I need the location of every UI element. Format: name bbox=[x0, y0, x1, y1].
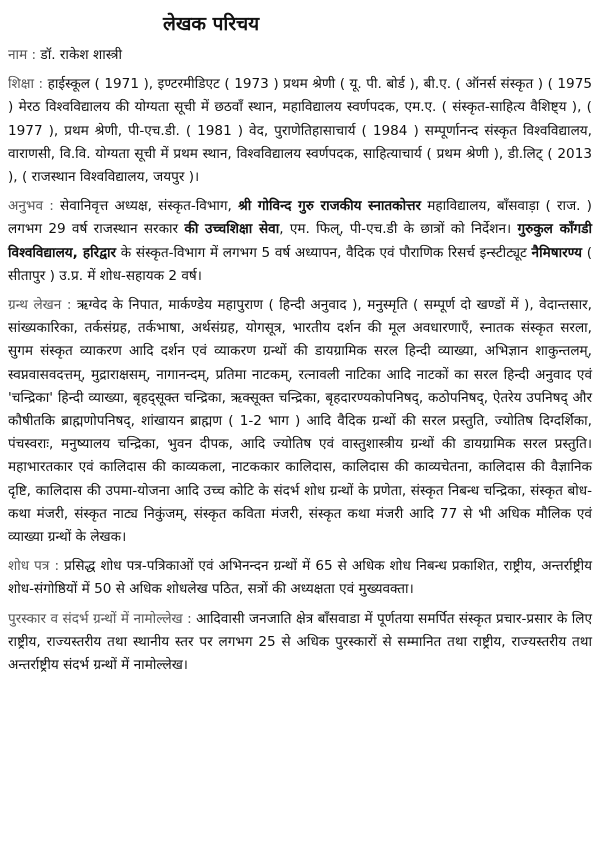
works-text: ऋग्वेद के निपात, मार्कण्डेय महापुराण ( हिन्दी अनुवाद ), मनुस्मृति ( सम्पूर्ण दो खण्डों में ), वेदान्तसार, सांख्यकारिका, तर्कसंग्रह, तर्कभाषा, अर्थसंग्रह, योगसूत्र, भारतीय दर्शन की मूल अवधारणाएँ, स्नातक संस्कृत सरला, सुगम संस्कृत व्याकरण आदि दर्शन एवं व्याकरण ग्रन्थों की डायग्रामिक सरल हिन्दी व्याख्या, अभिज्ञान शाकुन्तलम्, स्वप्नवासवदत्तम्, मुद्राराक्षसम्, नागानन्दम्, प्रतिमा नाटकम्, रत्नावली नाटिका आदि नाटकों का सरल हिन्दी अनुवाद एवं 'चन्द्रिका' हिन्दी व्याख्या, बृहद्‌सूक्त चन्द्रिका, ऋक्सूक्त चन्द्रिका, बृहदारण्यकोपनिषद्, कठोपनिषद्, ऐतरेय उपनिषद् और कौषीतकि ब्राह्मणोपनिषद्, शांखायन ब्राह्मण ( 1-2 भाग ) आदि वैदिक ग्रन्थों की सरल प्रस्तुति, ज्योतिष दिग्दर्शिका, पंचस्वराः, मनुष्यालय चन्द्रिका, भुवन दीपक, आदि ज्योतिष एवं वास्तुशास्त्रीय ग्रन्थों की डायग्रामिक सरल प्रस्तुति। महाभारतकार एवं कालिदास की काव्यकला, नाटककार कालिदास, कालिदास की काव्यचेतना, कालिदास की वैज्ञानिक दृष्टि, कालिदास की उपमा-योजना आदि उच्च कोटि के संदर्भ शोध ग्रन्थों के प्रणेता, संस्कृत निबन्ध चन्द्रिका, संस्कृत बोध-कथा मंजरी, संस्कृत नाट्य निकुंजम्, संस्कृत कविता मंजरी, संस्कृत कथा मंजरी आदि 77 से भी अधिक मौलिक एवं व्याख्या ग्रन्थों के लेखक। bbox=[8, 297, 592, 546]
experience-bold-2: की उच्चशिक्षा सेवा bbox=[184, 221, 280, 238]
works-section bbox=[8, 294, 592, 549]
experience-bold-3: गुरुकुल काँगडी विश्वविद्यालय, हरिद्वार bbox=[8, 221, 592, 261]
research-section bbox=[8, 555, 592, 601]
experience-bold-1: श्री गोविन्द गुरु राजकीय स्नातकोत्तर bbox=[238, 198, 422, 215]
research-text: प्रसिद्ध शोध पत्र-पत्रिकाओं एवं अभिनन्दन ग्रन्थों में 65 से अधिक शोध निबन्ध प्रकाशित, राष्ट्रीय, अन्तर्राष्ट्रीय शोध-संगोष्ठियों में 50 से अधिक शोधलेख पठित, सत्रों की अध्यक्षता एवं मुख्यवक्ता। bbox=[8, 558, 592, 598]
education-text: हाईस्कूल ( 1971 ), इण्टरमीडिएट ( 1973 ) प्रथम श्रेणी ( यू. पी. बोर्ड ), बी.ए. ( ऑनर्स संस्कृत ) ( 1975 ) मेरठ विश्वविद्यालय की योग्यता सूची में छठवाँ स्थान, महाविद्यालय स्वर्णपदक, एम.ए. ( संस्कृत-साहित्य वैशिष्ट्य ), ( 1977 ), प्रथम श्रेणी, पी-एच.डी. ( 1981 ) वेद, पुराणेतिहासाचार्य ( 1984 ) सम्पूर्णानन्द संस्कृत विश्वविद्यालय, वाराणसी, वि.वि. योग्यता सूची में प्रथम स्थान, विश्वविद्यालय स्वर्णपदक, साहित्याचार्य ( प्रथम श्रेणी ), डी.लिट् ( 2013 ), ( राजस्थान विश्वविद्यालय, जयपुर )। bbox=[8, 76, 592, 186]
research-label: शोध पत्र : bbox=[8, 558, 60, 575]
name-label: नाम : bbox=[8, 47, 37, 63]
page-title: लेखक परिचय bbox=[163, 13, 260, 35]
experience-text-3: , एम. फिल्, पी-एच.डी के छात्रों को निर्देशन। bbox=[279, 221, 518, 238]
awards-section bbox=[8, 608, 592, 678]
awards-label: पुरस्कार व संदर्भ ग्रन्थों में नामोल्लेख : bbox=[8, 610, 192, 627]
name-value: डॉ. राकेश शास्त्री bbox=[36, 47, 123, 63]
experience-section bbox=[8, 195, 592, 288]
education-section bbox=[8, 73, 592, 189]
experience-text-2: महाविद्यालय, बाँसवाड़ा ( राज. ) लगभग 29 वर्ष राजस्थान सरकार bbox=[8, 198, 592, 238]
awards-text: आदिवासी जनजाति क्षेत्र बाँसवाडा में पूर्णतया समर्पित संस्कृत प्रचार-प्रसार के लिए राष्ट्रीय, राज्यस्तरीय तथा स्थानीय स्तर पर लगभग 25 से अधिक पुरस्कारों से सम्मानित तथा राष्ट्रीय, राज्यस्तरीय तथा अन्तर्राष्ट्रीय संदर्भ ग्रन्थों में नामोल्लेख। bbox=[8, 610, 592, 674]
experience-label: अनुभव : bbox=[8, 198, 54, 215]
experience-text-1: सेवानिवृत्त अध्यक्ष, संस्कृत-विभाग, bbox=[53, 198, 239, 215]
experience-text-5: ( सीतापुर ) उ.प्र. में शोध-सहायक 2 वर्ष। bbox=[8, 244, 592, 284]
education-label: शिक्षा : bbox=[8, 76, 44, 93]
experience-text-4: के संस्कृत-विभाग में लगभग 5 वर्ष अध्यापन, वैदिक एवं पौराणिक रिसर्च इन्स्टीट्यूट bbox=[116, 244, 532, 261]
experience-bold-4: नैमिषारण्य bbox=[531, 244, 583, 261]
works-label: ग्रन्थ लेखन : bbox=[8, 297, 72, 314]
name-line bbox=[8, 44, 592, 67]
